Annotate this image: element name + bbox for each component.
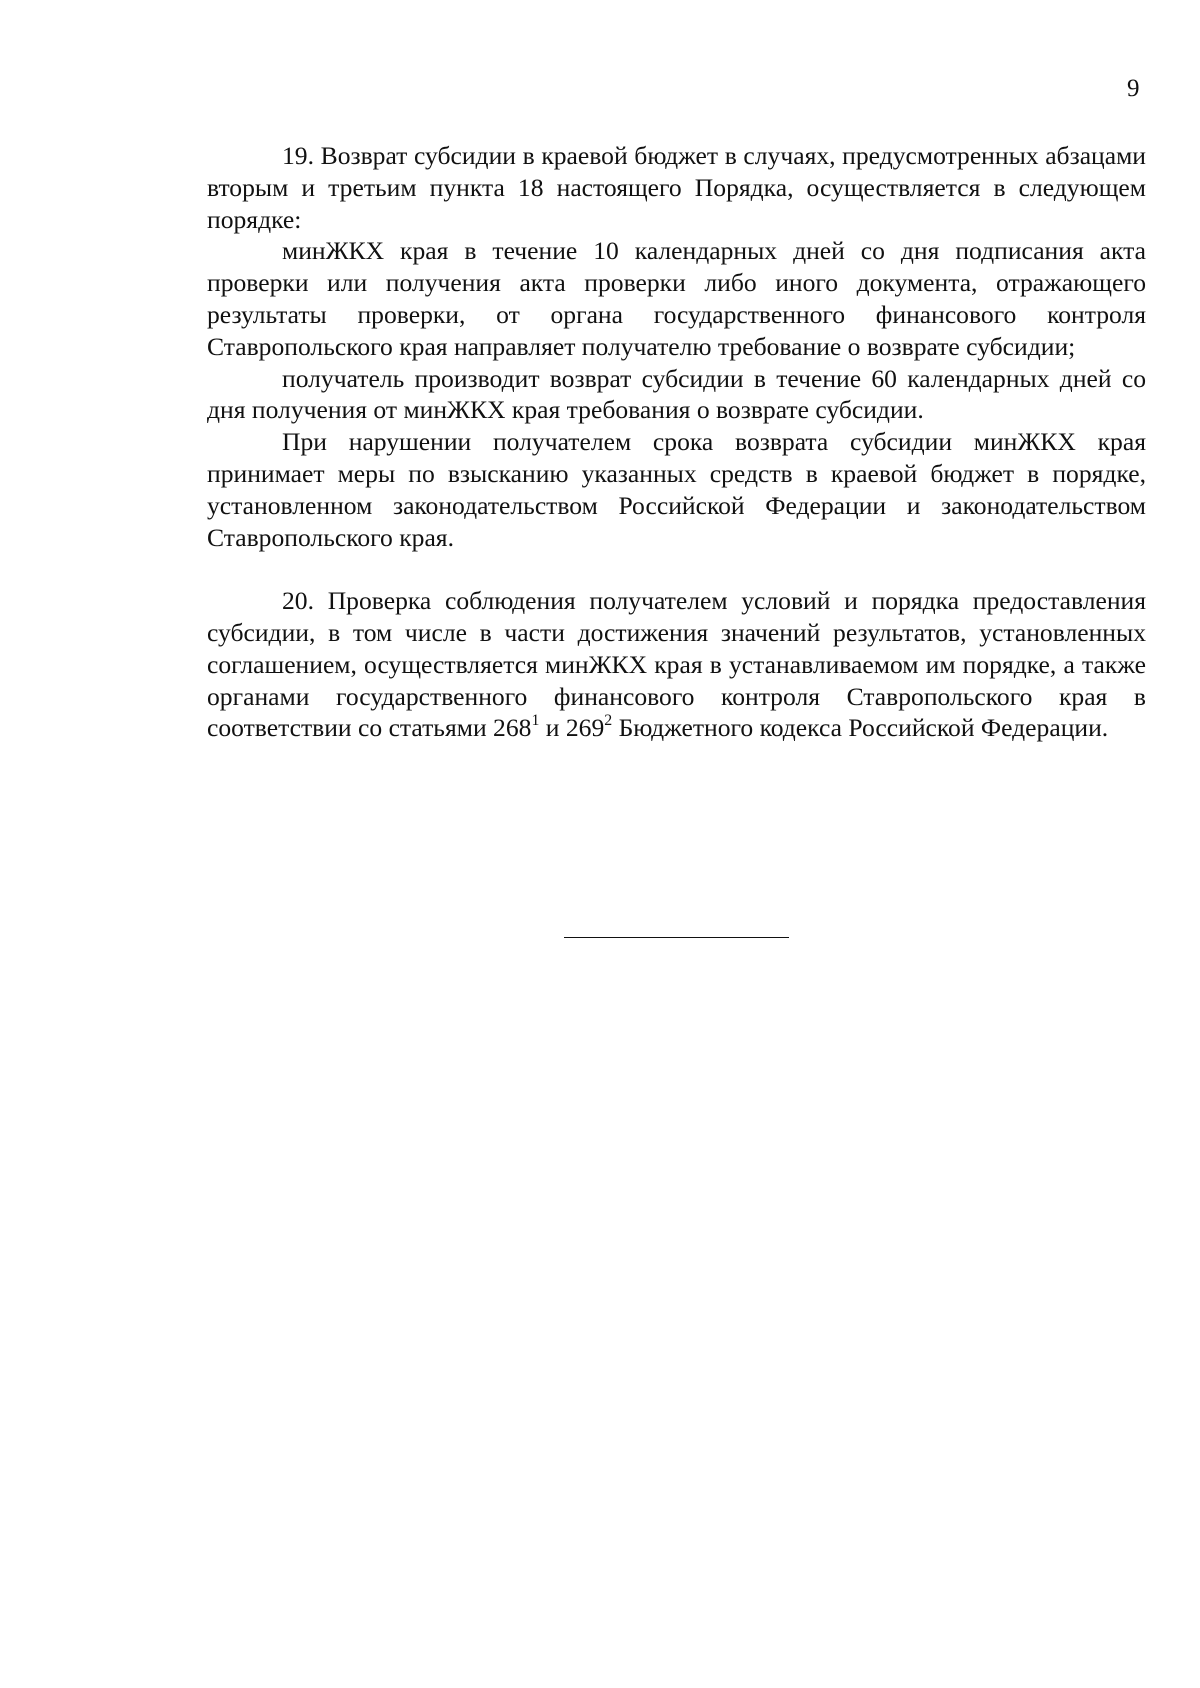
section-19-subparagraph-3: При нарушении получателем срока возврата субсидии минЖКХ края принимает меры по взысканию указанных средств в краевой бюджет в порядке, установленном законодательством Российской Федерации и законодательством Ставропольского края. — [207, 427, 1146, 552]
article-268: 268 — [493, 713, 532, 743]
section-19-subparagraph-2: получатель производит возврат субсидии в течение 60 календарных дней со дня получения от минЖКХ края требования о возврате субсидии. — [207, 363, 1146, 425]
section-19-subparagraph-1: минЖКХ края в течение 10 календарных дней со дня подписания акта проверки или получения акта проверки либо иного документа, отражающего результаты проверки, от органа государственного финансового контроля Ставропольского края направляет получателю требование о возврате субсидии; — [207, 236, 1146, 361]
paragraph-gap — [207, 553, 1146, 585]
article-269-superscript: 2 — [604, 712, 613, 730]
document-end-rule — [564, 937, 789, 938]
section-19-paragraph: 19. Возврат субсидии в краевой бюджет в случаях, предусмотренных абзацами вторым и третьим пункта 18 настоящего Порядка, осуществляется в следующем порядке: — [207, 141, 1146, 234]
article-268-superscript: 1 — [531, 712, 540, 730]
section-20-text-before: 20. Проверка соблюдения получателем условий и порядка предоставления субсидии, в том числе в части достижения значений результатов, установленных соглашением, осуществляется минЖКХ края в устанавливаемом им порядке, а также органами государственного финансового контроля Ставропольского края в соответствии со статьями — [207, 586, 1146, 743]
conjunction: и — [539, 713, 566, 743]
article-269: 269 — [565, 713, 605, 743]
section-20-paragraph — [207, 585, 1146, 744]
document-body — [207, 140, 1146, 744]
section-20-text-after: Бюджетного кодекса Российской Федерации. — [612, 713, 1109, 743]
page-number: 9 — [1127, 75, 1140, 102]
